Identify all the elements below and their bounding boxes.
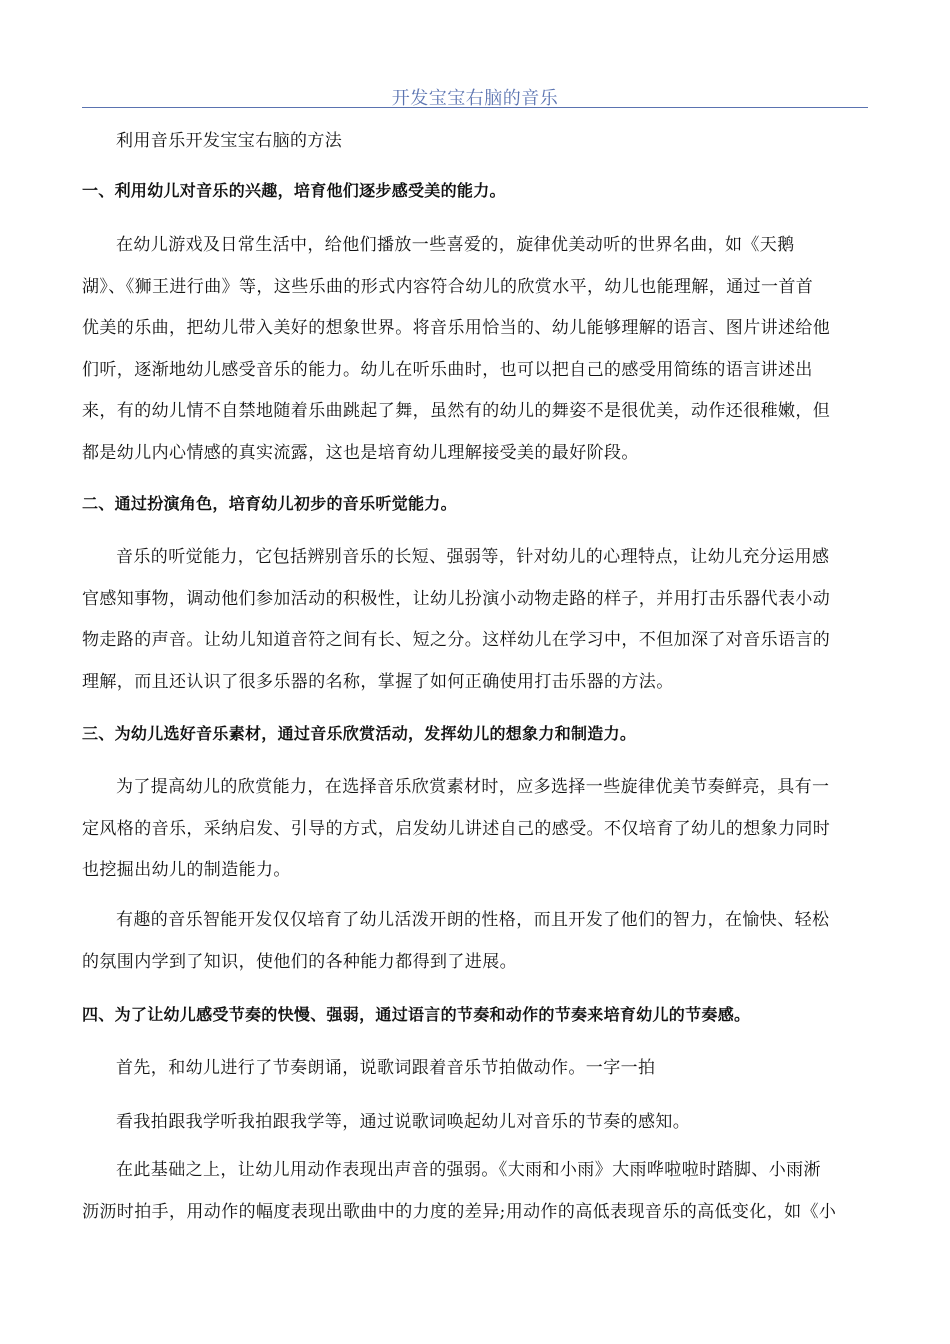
paragraph-line: 湖》、《狮王进行曲》等，这些乐曲的形式内容符合幼儿的欣赏水平，幼儿也能理解，通过一首首	[82, 276, 814, 297]
paragraph-line: 官感知事物，调动他们参加活动的积极性，让幼儿扮演小动物走路的样子，并用打击乐器代表小动	[82, 588, 831, 609]
intro-line: 利用音乐开发宝宝右脑的方法	[116, 131, 343, 151]
paragraph-line: 有趣的音乐智能开发仅仅培育了幼儿活泼开朗的性格，而且开发了他们的智力，在愉快、轻松	[116, 910, 830, 930]
section-4-paragraph-2: 看我拍跟我学听我拍跟我学等，通过说歌词唤起幼儿对音乐的节奏的感知。	[116, 1112, 691, 1132]
section-4-paragraph-1: 首先，和幼儿进行了节奏朗诵，说歌词跟着音乐节拍做动作。一字一拍	[116, 1058, 656, 1078]
section-2-paragraph	[82, 537, 867, 703]
paragraph-line: 都是幼儿内心情感的真实流露，这也是培育幼儿理解接受美的最好阶段。	[82, 442, 639, 463]
paragraph-line: 优美的乐曲，把幼儿带入美好的想象世界。将音乐用恰当的、幼儿能够理解的语言、图片讲述给他	[82, 318, 831, 338]
section-3-heading: 三、为幼儿选好音乐素材，通过音乐欣赏活动，发挥幼儿的想象力和制造力。	[82, 724, 637, 743]
paragraph-line: 理解，而且还认识了很多乐器的名称，掌握了如何正确使用打击乐器的方法。	[82, 671, 674, 692]
section-1-heading: 一、利用幼儿对音乐的兴趣，培育他们逐步感受美的能力。	[82, 181, 506, 200]
paragraph-line: 沥沥时拍手，用动作的幅度表现出歌曲中的力度的差异;用动作的高低表现音乐的高低变化，如《小	[82, 1201, 837, 1222]
paragraph-line: 来，有的幼儿情不自禁地随着乐曲跳起了舞，虽然有的幼儿的舞姿不是很优美，动作还很稚嫩，但	[82, 401, 831, 421]
paragraph-line: 物走路的声音。让幼儿知道音符之间有长、短之分。这样幼儿在学习中，不但加深了对音乐语言的	[82, 630, 831, 650]
paragraph-line: 在此基础之上，让幼儿用动作表现出声音的强弱。《大雨和小雨》大雨哗啦啦时踏脚、小雨淅	[116, 1160, 821, 1180]
paragraph-line: 们听，逐渐地幼儿感受音乐的能力。幼儿在听乐曲时，也可以把自己的感受用简练的语言讲述出	[82, 359, 813, 380]
section-2-heading: 二、通过扮演角色，培育幼儿初步的音乐听觉能力。	[82, 494, 457, 513]
section-4-heading: 四、为了让幼儿感受节奏的快慢、强弱，通过语言的节奏和动作的节奏来培育幼儿的节奏感。	[82, 1005, 751, 1024]
header-divider	[82, 107, 868, 108]
section-4-paragraph-3	[82, 1150, 867, 1233]
document-header	[82, 80, 868, 110]
paragraph-line: 的氛围内学到了知识，使他们的各种能力都得到了进展。	[82, 951, 517, 972]
paragraph-line: 也挖掘出幼儿的制造能力。	[82, 860, 291, 880]
section-3-paragraph-2	[82, 900, 867, 983]
paragraph-line: 在幼儿游戏及日常生活中，给他们播放一些喜爱的，旋律优美动听的世界名曲，如《天鹅	[116, 235, 795, 255]
section-3-paragraph	[82, 767, 867, 892]
section-1-paragraph	[82, 225, 867, 474]
paragraph-line: 定风格的音乐，采纳启发、引导的方式，启发幼儿讲述自己的感受。不仅培育了幼儿的想象力同时	[82, 818, 831, 839]
paragraph-line: 音乐的听觉能力，它包括辨别音乐的长短、强弱等，针对幼儿的心理特点，让幼儿充分运用感	[116, 547, 830, 567]
paragraph-line: 为了提高幼儿的欣赏能力，在选择音乐欣赏素材时，应多选择一些旋律优美节奏鲜亮，具有一	[116, 777, 830, 797]
document-title: 开发宝宝右脑的音乐	[391, 88, 559, 109]
